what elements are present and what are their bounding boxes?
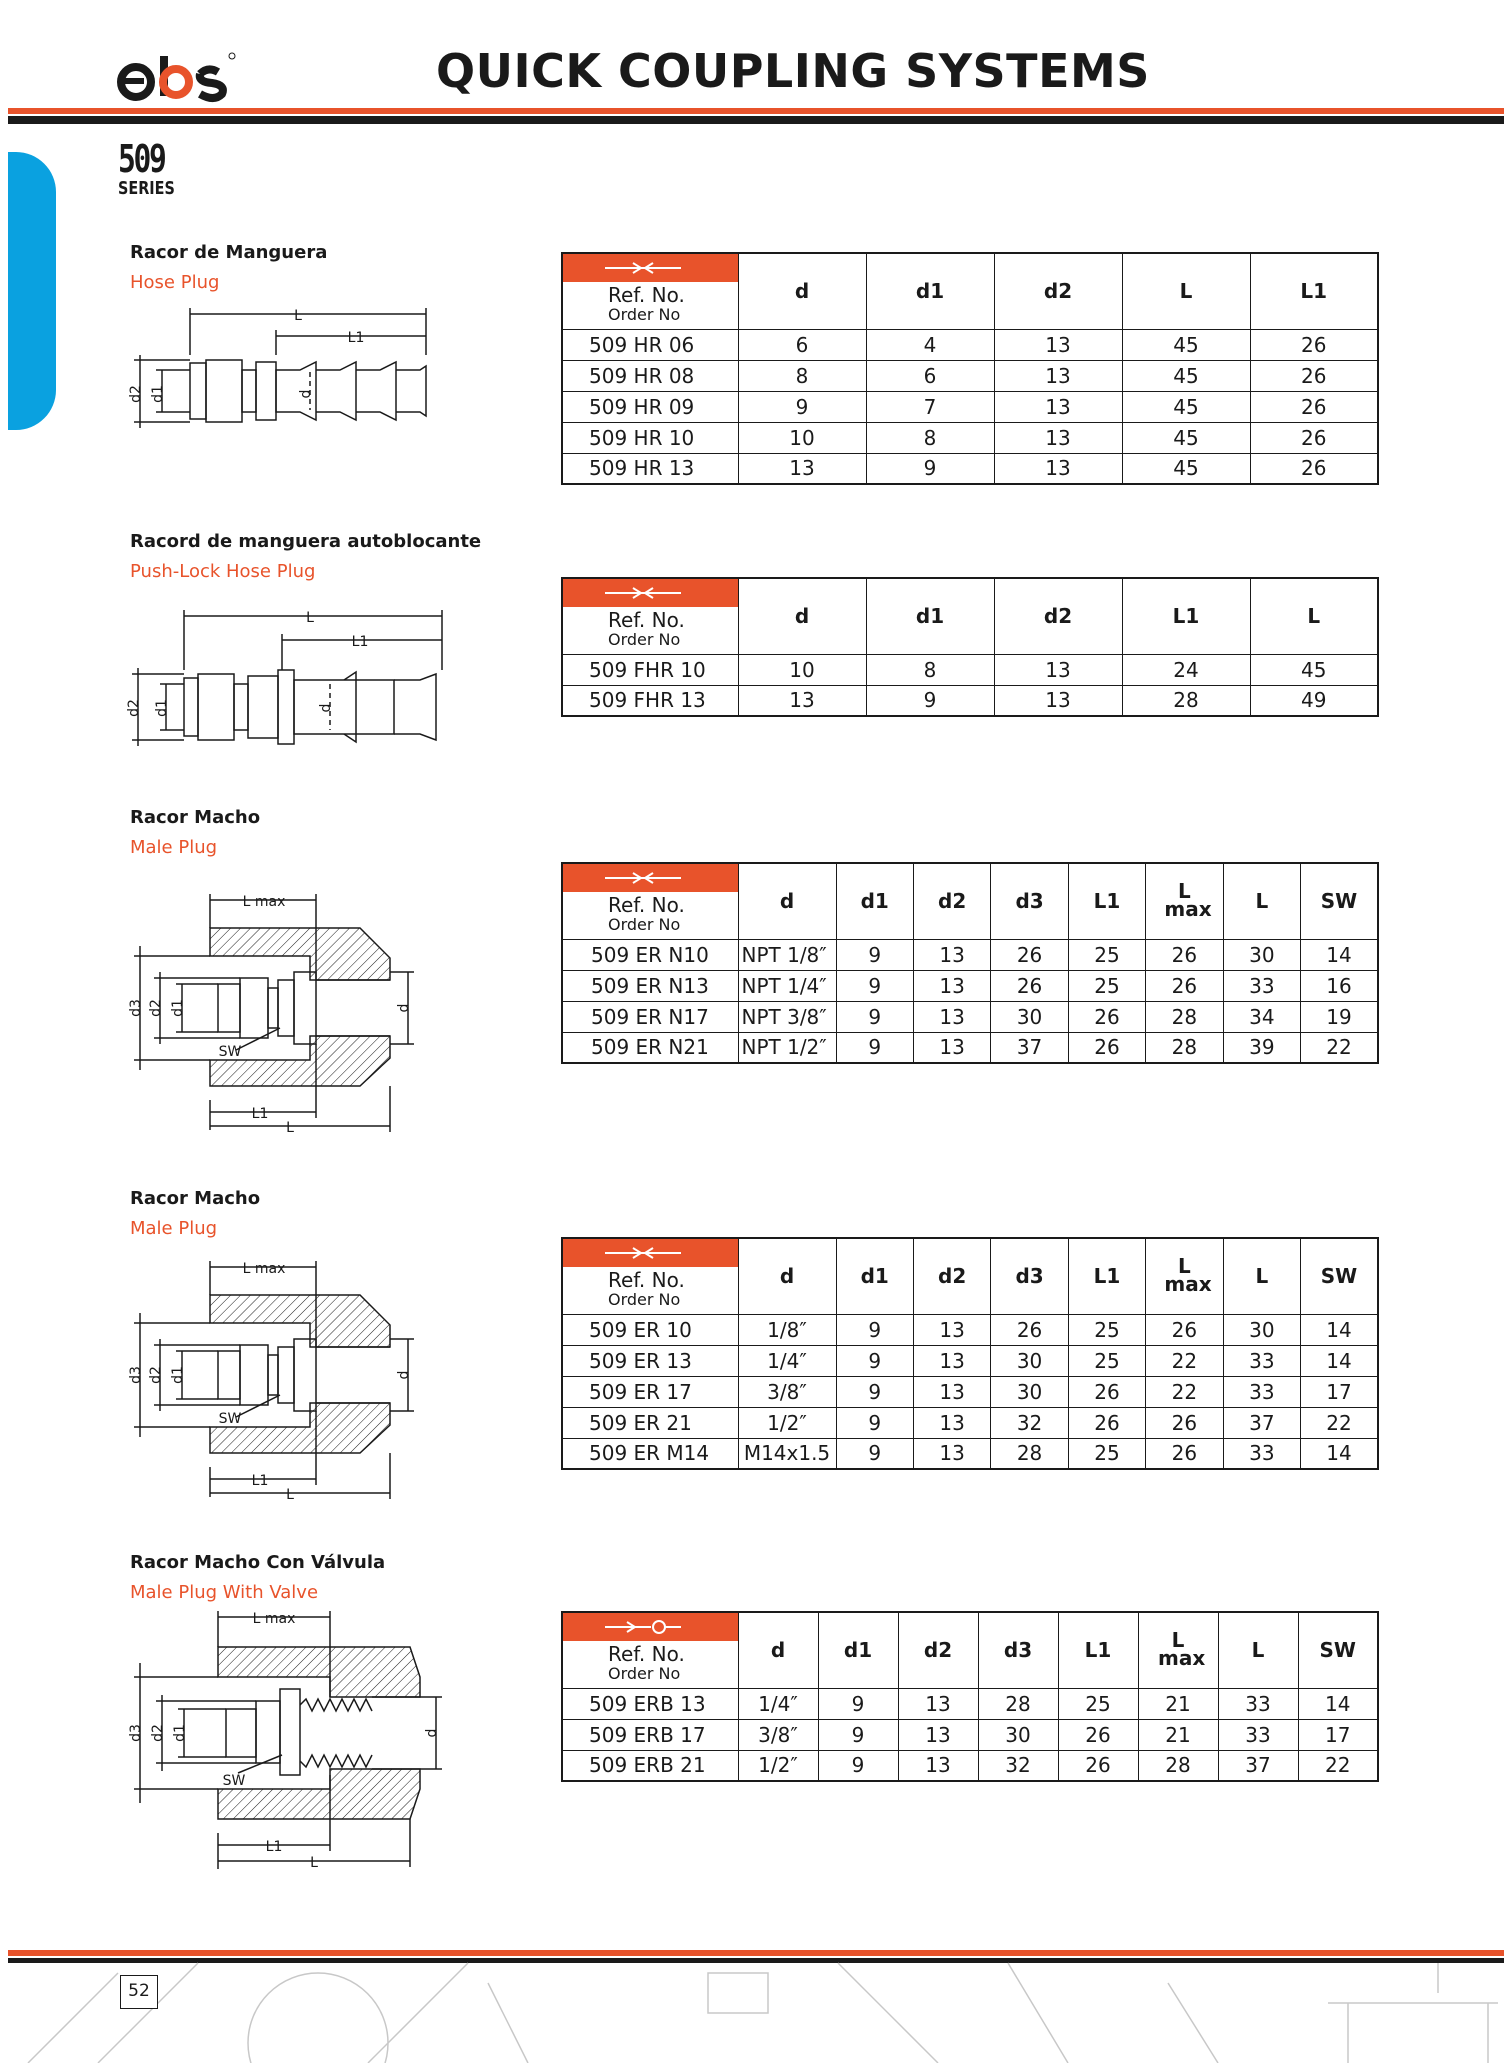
cell: M14x1.5 — [738, 1438, 836, 1469]
cell: 19 — [1301, 1001, 1378, 1032]
table-row — [562, 1345, 1378, 1376]
cell: 30 — [991, 1345, 1068, 1376]
cell: 17 — [1301, 1376, 1378, 1407]
column-header: L1 — [1068, 863, 1145, 939]
dim-label: SW — [218, 1044, 242, 1060]
cell: 21 — [1138, 1719, 1218, 1750]
section-subtitle: Male Plug — [130, 837, 218, 858]
order-no-label: Order No — [608, 1290, 681, 1309]
spec-table-male-plug — [561, 1237, 1379, 1470]
cell: 30 — [1223, 1314, 1300, 1345]
coupling-icon — [603, 870, 683, 886]
cell: 26 — [1250, 391, 1378, 422]
page-title: QUICK COUPLING SYSTEMS — [436, 44, 1150, 98]
cell: 24 — [1122, 654, 1250, 685]
cell: 14 — [1298, 1688, 1378, 1719]
cell: 22 — [1301, 1407, 1378, 1438]
spec-table-hose-plug — [561, 252, 1379, 485]
male-plug-with-valve-drawing — [130, 1605, 450, 1875]
series-number: 509 — [118, 137, 165, 181]
cell: 26 — [991, 939, 1068, 970]
cell: 26 — [1250, 422, 1378, 453]
cell: 13 — [994, 422, 1122, 453]
order-no-label: Order No — [608, 1664, 681, 1683]
cell: 22 — [1146, 1345, 1223, 1376]
cell: 26 — [1068, 1376, 1145, 1407]
column-header: d3 — [978, 1612, 1058, 1688]
dim-label: L1 — [265, 1839, 283, 1855]
table-row — [562, 939, 1378, 970]
cell: 25 — [1068, 1438, 1145, 1469]
dim-label: d2 — [148, 1366, 164, 1384]
spec-table-male-plug-with-valve — [561, 1611, 1379, 1782]
cell: 26 — [1058, 1719, 1138, 1750]
cell: 9 — [836, 1314, 913, 1345]
cell: 30 — [991, 1376, 1068, 1407]
dim-label: d1 — [150, 385, 166, 403]
cell: 26 — [1068, 1032, 1145, 1063]
cell: 45 — [1122, 453, 1250, 484]
cell: 13 — [913, 1001, 990, 1032]
footer-background-art — [8, 1963, 1504, 2063]
column-header: d2 — [913, 863, 990, 939]
column-header: d3 — [991, 863, 1068, 939]
dim-label: d3 — [128, 1366, 144, 1384]
section-title: Racord de manguera autoblocante — [130, 531, 482, 552]
cell: 45 — [1122, 391, 1250, 422]
table-row — [562, 1438, 1378, 1469]
dim-label: d — [396, 1003, 412, 1013]
table-row — [562, 329, 1378, 360]
cell: 22 — [1146, 1376, 1223, 1407]
ebs-logo — [118, 52, 240, 102]
cell: 28 — [1146, 1001, 1223, 1032]
dim-label: L1 — [347, 330, 365, 346]
table-row — [562, 1407, 1378, 1438]
cell: 13 — [913, 939, 990, 970]
cell: 26 — [1068, 1001, 1145, 1032]
cell: 30 — [978, 1719, 1058, 1750]
dim-label: d2 — [126, 699, 142, 717]
cell: 9 — [836, 1001, 913, 1032]
cell: 16 — [1301, 970, 1378, 1001]
cell: 26 — [1250, 360, 1378, 391]
cell: 13 — [994, 453, 1122, 484]
dim-label: d — [318, 703, 334, 713]
table-row — [562, 1376, 1378, 1407]
dim-label: L1 — [251, 1473, 269, 1489]
cell: 37 — [1218, 1750, 1298, 1781]
table-row — [562, 654, 1378, 685]
dim-label: d3 — [128, 999, 144, 1017]
section-title: Racor Macho Con Válvula — [130, 1552, 386, 1573]
cell: 8 — [738, 360, 866, 391]
ref-cell: 509 ER N13 — [562, 970, 738, 1001]
table-row — [562, 970, 1378, 1001]
cell: 37 — [1223, 1407, 1300, 1438]
column-header: d — [738, 1612, 818, 1688]
ref-no-label: Ref. No. — [608, 893, 685, 917]
table-row — [562, 391, 1378, 422]
section-title: Racor de Manguera — [130, 242, 328, 263]
cell: 25 — [1068, 970, 1145, 1001]
dim-label: L — [286, 1120, 294, 1136]
cell: 28 — [978, 1688, 1058, 1719]
cell: 13 — [994, 329, 1122, 360]
push-lock-hose-plug-drawing — [126, 600, 450, 750]
cell: 8 — [866, 654, 994, 685]
page-number: 52 — [120, 1975, 158, 2009]
cell: 13 — [913, 1032, 990, 1063]
lmax-label: L max — [1164, 1253, 1212, 1296]
column-header: d3 — [991, 1238, 1068, 1314]
cell: 26 — [1058, 1750, 1138, 1781]
cell: 26 — [1146, 970, 1223, 1001]
cell: 22 — [1301, 1032, 1378, 1063]
table-row — [562, 685, 1378, 716]
ref-cell: 509 ERB 17 — [562, 1719, 738, 1750]
cell: 13 — [913, 970, 990, 1001]
cell: NPT 1/4″ — [738, 970, 836, 1001]
table-row — [562, 453, 1378, 484]
cell: 13 — [738, 685, 866, 716]
cell: 30 — [991, 1001, 1068, 1032]
cell: 28 — [1122, 685, 1250, 716]
coupling-icon — [603, 260, 683, 276]
column-header: L1 — [1122, 578, 1250, 654]
cell: 13 — [994, 391, 1122, 422]
cell: 21 — [1138, 1688, 1218, 1719]
cell: 13 — [994, 654, 1122, 685]
dim-label: SW — [222, 1773, 246, 1789]
coupling-icon — [603, 1245, 683, 1261]
column-header: d — [738, 863, 836, 939]
cell: 6 — [738, 329, 866, 360]
dim-label: L max — [242, 894, 286, 910]
cell: 1/2″ — [738, 1750, 818, 1781]
cell: 9 — [836, 1376, 913, 1407]
dim-label: L — [286, 1487, 294, 1503]
side-tab — [8, 152, 56, 430]
ref-header — [562, 253, 738, 329]
spec-table-male-plug-npt — [561, 862, 1379, 1064]
cell: 13 — [994, 360, 1122, 391]
ref-cell: 509 ER N10 — [562, 939, 738, 970]
ref-cell: 509 FHR 10 — [562, 654, 738, 685]
ref-cell: 509 ER N21 — [562, 1032, 738, 1063]
ref-cell: 509 FHR 13 — [562, 685, 738, 716]
table-row — [562, 422, 1378, 453]
cell: 45 — [1122, 360, 1250, 391]
cell: 30 — [1223, 939, 1300, 970]
ref-header — [562, 1612, 738, 1688]
column-header: L — [1218, 1612, 1298, 1688]
cell: 9 — [818, 1750, 898, 1781]
column-header: d1 — [866, 253, 994, 329]
column-header — [1146, 1238, 1223, 1314]
male-plug-drawing — [130, 1247, 430, 1507]
section-subtitle: Hose Plug — [130, 272, 220, 293]
cell: 9 — [836, 939, 913, 970]
cell: 9 — [836, 1032, 913, 1063]
cell: 9 — [818, 1719, 898, 1750]
cell: 10 — [738, 422, 866, 453]
ref-cell: 509 ERB 13 — [562, 1688, 738, 1719]
cell: 9 — [738, 391, 866, 422]
cell: NPT 3/8″ — [738, 1001, 836, 1032]
ref-no-label: Ref. No. — [608, 283, 685, 307]
series-label — [118, 137, 189, 199]
ref-cell: 509 HR 09 — [562, 391, 738, 422]
cell: 13 — [913, 1407, 990, 1438]
ref-cell: 509 ER 17 — [562, 1376, 738, 1407]
cell: 28 — [1146, 1032, 1223, 1063]
ref-no-label: Ref. No. — [608, 1268, 685, 1292]
ref-cell: 509 HR 06 — [562, 329, 738, 360]
cell: 25 — [1068, 1314, 1145, 1345]
cell: 13 — [913, 1345, 990, 1376]
cell: 14 — [1301, 939, 1378, 970]
hose-plug-drawing — [130, 300, 440, 440]
cell: 13 — [994, 685, 1122, 716]
cell: 13 — [913, 1376, 990, 1407]
table-row — [562, 360, 1378, 391]
cell: 8 — [866, 422, 994, 453]
cell: 25 — [1068, 1345, 1145, 1376]
cell: 33 — [1218, 1688, 1298, 1719]
table-row — [562, 1314, 1378, 1345]
section-subtitle: Push-Lock Hose Plug — [130, 561, 316, 582]
coupling-symbol — [563, 1613, 738, 1641]
table-row — [562, 1719, 1378, 1750]
cell: 25 — [1058, 1688, 1138, 1719]
column-header: L1 — [1058, 1612, 1138, 1688]
column-header: d2 — [913, 1238, 990, 1314]
cell: 13 — [898, 1688, 978, 1719]
section-subtitle: Male Plug — [130, 1218, 218, 1239]
cell: 13 — [913, 1438, 990, 1469]
cell: 26 — [1068, 1407, 1145, 1438]
table-row — [562, 1001, 1378, 1032]
column-header: L — [1223, 863, 1300, 939]
dim-label: d — [298, 389, 314, 399]
cell: 13 — [898, 1750, 978, 1781]
cell: 10 — [738, 654, 866, 685]
column-header: SW — [1301, 1238, 1378, 1314]
cell: 28 — [991, 1438, 1068, 1469]
dim-label: d1 — [154, 699, 170, 717]
dim-label: d2 — [150, 1724, 166, 1742]
cell: 7 — [866, 391, 994, 422]
column-header: d1 — [836, 863, 913, 939]
ref-no-label: Ref. No. — [608, 608, 685, 632]
series-text: SERIES — [118, 178, 175, 199]
ref-header — [562, 1238, 738, 1314]
cell: 9 — [836, 1407, 913, 1438]
cell: 45 — [1122, 329, 1250, 360]
dim-label: L1 — [351, 634, 369, 650]
cell: 32 — [991, 1407, 1068, 1438]
cell: 17 — [1298, 1719, 1378, 1750]
ref-header — [562, 578, 738, 654]
cell: 45 — [1250, 654, 1378, 685]
dim-label: L — [294, 308, 302, 324]
ref-cell: 509 HR 13 — [562, 453, 738, 484]
column-header: d — [738, 253, 866, 329]
coupling-symbol — [563, 254, 738, 282]
column-header: L1 — [1068, 1238, 1145, 1314]
cell: 26 — [991, 970, 1068, 1001]
dim-label: SW — [218, 1411, 242, 1427]
table-row — [562, 1032, 1378, 1063]
dim-label: L max — [242, 1261, 286, 1277]
cell: 39 — [1223, 1032, 1300, 1063]
column-header: SW — [1301, 863, 1378, 939]
male-plug-npt-drawing — [130, 880, 430, 1140]
cell: 1/4″ — [738, 1345, 836, 1376]
lmax-label: L max — [1158, 1627, 1206, 1670]
cell: 26 — [1146, 939, 1223, 970]
cell: 32 — [978, 1750, 1058, 1781]
cell: 3/8″ — [738, 1719, 818, 1750]
header-band-dark — [8, 116, 1504, 124]
lmax-label: L max — [1164, 878, 1212, 921]
dim-label: L1 — [251, 1106, 269, 1122]
column-header: d1 — [818, 1612, 898, 1688]
footer-band-red — [8, 1950, 1504, 1956]
column-header — [1138, 1612, 1218, 1688]
cell: 4 — [866, 329, 994, 360]
cell: NPT 1/8″ — [738, 939, 836, 970]
ref-cell: 509 ER 21 — [562, 1407, 738, 1438]
cell: 37 — [991, 1032, 1068, 1063]
dim-label: d2 — [128, 385, 144, 403]
cell: NPT 1/2″ — [738, 1032, 836, 1063]
cell: 1/8″ — [738, 1314, 836, 1345]
cell: 26 — [1146, 1438, 1223, 1469]
ref-cell: 509 HR 10 — [562, 422, 738, 453]
cell: 14 — [1301, 1314, 1378, 1345]
cell: 49 — [1250, 685, 1378, 716]
dim-label: d — [396, 1370, 412, 1380]
cell: 6 — [866, 360, 994, 391]
coupling-symbol — [563, 1239, 738, 1267]
cell: 33 — [1223, 1345, 1300, 1376]
cell: 25 — [1068, 939, 1145, 970]
cell: 28 — [1138, 1750, 1218, 1781]
ref-header — [562, 863, 738, 939]
column-header: d — [738, 1238, 836, 1314]
cell: 33 — [1223, 1376, 1300, 1407]
column-header: d2 — [898, 1612, 978, 1688]
cell: 9 — [866, 453, 994, 484]
cell: 22 — [1298, 1750, 1378, 1781]
cell: 26 — [1250, 453, 1378, 484]
table-row — [562, 1750, 1378, 1781]
cell: 1/2″ — [738, 1407, 836, 1438]
cell: 34 — [1223, 1001, 1300, 1032]
cell: 9 — [836, 1438, 913, 1469]
coupling-icon — [603, 585, 683, 601]
cell: 33 — [1223, 970, 1300, 1001]
header-band-red — [8, 108, 1504, 114]
valve-coupling-icon — [603, 1619, 683, 1635]
cell: 1/4″ — [738, 1688, 818, 1719]
column-header: SW — [1298, 1612, 1378, 1688]
cell: 14 — [1301, 1438, 1378, 1469]
section-subtitle: Male Plug With Valve — [130, 1582, 319, 1603]
cell: 33 — [1223, 1438, 1300, 1469]
cell: 26 — [1250, 329, 1378, 360]
table-row — [562, 1688, 1378, 1719]
cell: 9 — [818, 1688, 898, 1719]
cell: 13 — [738, 453, 866, 484]
column-header: d2 — [994, 253, 1122, 329]
column-header: L — [1122, 253, 1250, 329]
ref-cell: 509 ER N17 — [562, 1001, 738, 1032]
column-header: d2 — [994, 578, 1122, 654]
ref-cell: 509 ER 10 — [562, 1314, 738, 1345]
cell: 14 — [1301, 1345, 1378, 1376]
column-header: L — [1250, 578, 1378, 654]
ref-cell: 509 ER M14 — [562, 1438, 738, 1469]
column-header: L1 — [1250, 253, 1378, 329]
ref-cell: 509 ER 13 — [562, 1345, 738, 1376]
coupling-symbol — [563, 579, 738, 607]
ref-no-label: Ref. No. — [608, 1642, 685, 1666]
dim-label: L max — [252, 1611, 296, 1627]
section-title: Racor Macho — [130, 1188, 261, 1209]
cell: 3/8″ — [738, 1376, 836, 1407]
dim-label: d1 — [170, 999, 186, 1017]
dim-label: L — [306, 610, 314, 626]
cell: 26 — [1146, 1314, 1223, 1345]
column-header: d1 — [866, 578, 994, 654]
coupling-symbol — [563, 864, 738, 892]
dim-label: L — [310, 1855, 318, 1871]
order-no-label: Order No — [608, 305, 681, 324]
cell: 9 — [836, 970, 913, 1001]
dim-label: d1 — [172, 1724, 188, 1742]
column-header: d1 — [836, 1238, 913, 1314]
dim-label: d2 — [148, 999, 164, 1017]
order-no-label: Order No — [608, 630, 681, 649]
cell: 13 — [913, 1314, 990, 1345]
ref-cell: 509 HR 08 — [562, 360, 738, 391]
cell: 26 — [1146, 1407, 1223, 1438]
cell: 26 — [991, 1314, 1068, 1345]
order-no-label: Order No — [608, 915, 681, 934]
dim-label: d1 — [170, 1366, 186, 1384]
ref-cell: 509 ERB 21 — [562, 1750, 738, 1781]
cell: 45 — [1122, 422, 1250, 453]
cell: 33 — [1218, 1719, 1298, 1750]
column-header: L — [1223, 1238, 1300, 1314]
dim-label: d — [424, 1728, 440, 1738]
column-header: d — [738, 578, 866, 654]
spec-table-push-lock-hose-plug — [561, 577, 1379, 717]
cell: 13 — [898, 1719, 978, 1750]
section-title: Racor Macho — [130, 807, 261, 828]
cell: 9 — [866, 685, 994, 716]
column-header — [1146, 863, 1223, 939]
cell: 9 — [836, 1345, 913, 1376]
dim-label: d3 — [128, 1724, 144, 1742]
